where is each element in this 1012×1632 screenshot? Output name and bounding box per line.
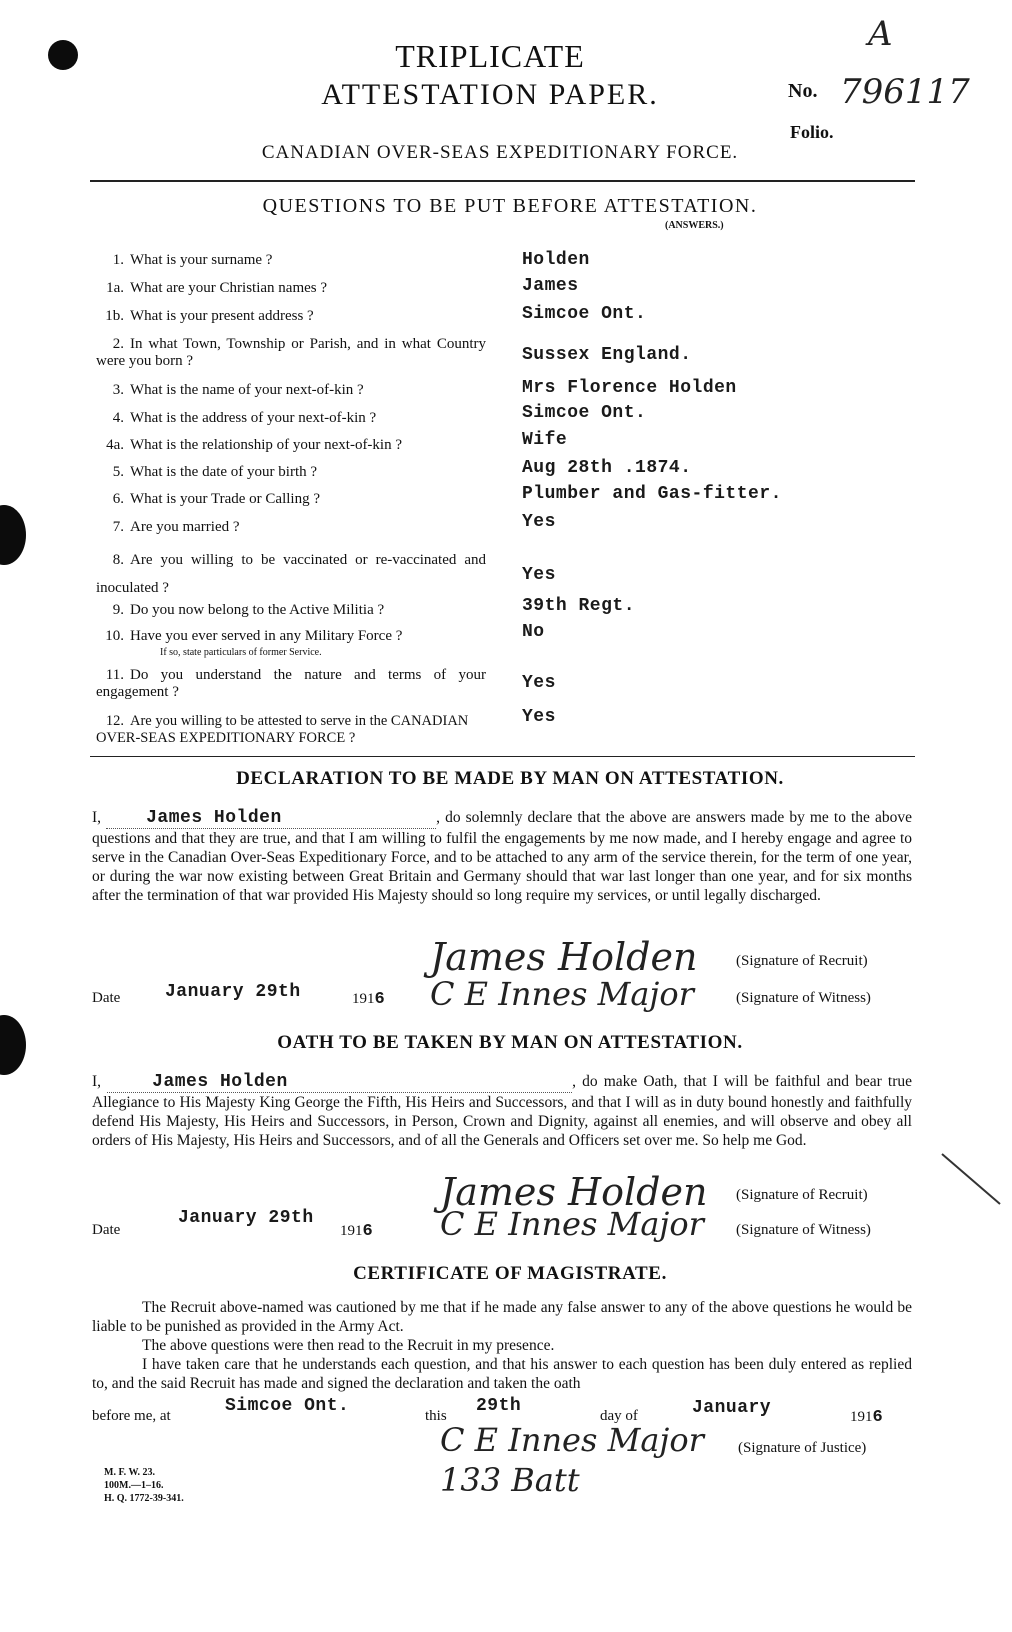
form-code [104,1466,184,1505]
oath-heading: OATH TO BE TAKEN BY MAN ON ATTESTATION. [277,1032,743,1053]
answer-understand-terms: Yes [522,673,556,693]
pen-stroke [940,1150,1010,1210]
justice-signature: C E Innes Major 133 Batt [440,1421,704,1499]
certificate-month: January [692,1398,772,1418]
certificate-year: 1916 [850,1408,884,1427]
questions-heading: QUESTIONS TO BE PUT BEFORE ATTESTATION. [262,195,758,217]
declaration-date: January 29th [165,982,301,1002]
oath-recruit-signature: James Holden [440,1170,708,1214]
question-4: 4. What is the address of your next-of-kin ? [112,410,377,426]
certificate-paragraph-2: The above questions were then read to the Recruit in my presence. [142,1337,555,1354]
folio-label: Folio. [790,122,834,142]
oath-witness-signature: C E Innes Major [440,1205,704,1243]
oath-year: 1916 [340,1222,374,1241]
question-1b: 1b. What is your present address ? [105,308,314,324]
answer-willing-to-serve: Yes [522,707,556,727]
certificate-heading: CERTIFICATE OF MAGISTRATE. [353,1263,667,1284]
corner-mark: A [868,14,893,54]
punch-hole [0,505,26,565]
answer-christian-names: James [522,276,579,296]
divider [90,180,915,182]
question-8: 8. Are you willing to be vaccinated or re-vaccinated and inoculated ? [96,552,486,596]
question-10-note: If so, state particulars of former Service. [160,647,322,658]
answers-label: (ANSWERS.) [665,220,724,231]
declaration-name: James Holden [106,809,436,829]
certificate-paragraph-3: I have taken care that he understands each question, and that his answer to each question has been duly entered as replied to, and the said Recruit has made and signed the declaration and taken the oath [92,1356,912,1392]
oath-text: I, James Holden , do make Oath, that I will be faithful and bear true Allegiance to His Majesty King George the Fifth, His Heirs and Successors, and that I will as in duty bound honestly and faithfully defend His Majesty, His Heirs and Successors, in Person, Crown and Dignity, against all enemies, and will observe and obey all orders of His Majesty, His Heirs and Successors, and of all the Generals and Officers set over me. So help me God. [92,1072,912,1149]
oath-recruit-label: (Signature of Recruit) [736,1187,868,1203]
answer-address: Simcoe Ont. [522,304,647,324]
question-7: 7. Are you married ? [112,519,240,535]
oath-date-label: Date [92,1222,121,1238]
question-12: 12. Are you willing to be attested to serve in the CANADIAN OVER-SEAS EXPEDITIONARY FORCE ? [96,713,469,746]
answer-kin-relationship: Wife [522,430,568,450]
serial-no-value: 796117 [840,72,970,112]
answer-birthplace: Sussex England. [522,345,692,365]
day-of-label: day of [600,1408,638,1424]
oath-name: James Holden [107,1073,572,1093]
answer-trade: Plumber and Gas-fitter. [522,484,782,504]
declaration-recruit-signature: James Holden [430,935,698,979]
declaration-witness-label: (Signature of Witness) [736,990,871,1006]
question-3: 3. What is the name of your next-of-kin ? [112,382,364,398]
question-1: 1. What is your surname ? [112,252,273,268]
declaration-date-label: Date [92,990,121,1006]
declaration-witness-signature: C E Innes Major [430,975,694,1013]
before-me-label: before me, at [92,1408,171,1424]
question-10: 10. Have you ever served in any Military Force ? [105,628,403,644]
answer-surname: Holden [522,250,590,270]
answer-birth-date: Aug 28th .1874. [522,458,692,478]
question-11: 11. Do you understand the nature and terms of your engagement ? [96,667,486,700]
declaration-heading: DECLARATION TO BE MADE BY MAN ON ATTESTATION. [236,768,784,789]
punch-hole [0,1015,26,1075]
answer-vaccinated: Yes [522,565,556,585]
question-9: 9. Do you now belong to the Active Militia ? [112,602,385,618]
question-2: 2. In what Town, Township or Parish, and in what Country were you born ? [96,336,486,369]
form-code-line-1: M. F. W. 23. [104,1467,156,1478]
declaration-recruit-label: (Signature of Recruit) [736,953,868,969]
declaration-text: I, James Holden , do solemnly declare that the above are answers made by me to the above questions and that they are true, and that I am willing to fulfil the engagements by me now made, and I hereby engage and agree to serve in the Canadian Over-Seas Expeditionary Force, and to be attached to any arm of the service therein, for the term of one year, or during the war now existing between Great Britain and Germany should that war last longer than one year, and for six months after the termination of that war provided His Majesty should so long require my services, or until legally discharged. [92,808,913,904]
form-code-line-2: 100M.—1–16. [104,1480,164,1491]
punch-hole [48,40,78,70]
form-code-line-3: H. Q. 1772-39-341. [104,1493,184,1504]
question-4a: 4a. What is the relationship of your next-of-kin ? [106,437,403,453]
justice-label: (Signature of Justice) [738,1440,867,1456]
oath-date: January 29th [178,1208,314,1228]
declaration-year: 1916 [352,990,386,1009]
answer-next-of-kin: Mrs Florence Holden [522,378,737,398]
force-title: CANADIAN OVER-SEAS EXPEDITIONARY FORCE. [261,142,739,163]
divider [90,756,915,757]
copy-label: TRIPLICATE [395,38,585,74]
oath-witness-label: (Signature of Witness) [736,1222,871,1238]
answer-militia: 39th Regt. [522,596,636,616]
question-5: 5. What is the date of your birth ? [112,464,318,480]
answer-military-force: No [522,622,545,642]
certificate-place: Simcoe Ont. [225,1396,350,1416]
this-label: this [425,1408,447,1424]
question-6: 6. What is your Trade or Calling ? [112,491,320,507]
certificate-paragraph-1: The Recruit above-named was cautioned by me that if he made any false answer to any of the above questions he would be liable to be punished as provided in the Army Act. [92,1299,912,1335]
form-title: ATTESTATION PAPER. [321,78,659,111]
answer-kin-address: Simcoe Ont. [522,403,647,423]
question-1a: 1a. What are your Christian names ? [106,280,328,296]
answer-married: Yes [522,512,556,532]
serial-no-label: No. [788,80,818,102]
certificate-day: 29th [476,1396,522,1416]
